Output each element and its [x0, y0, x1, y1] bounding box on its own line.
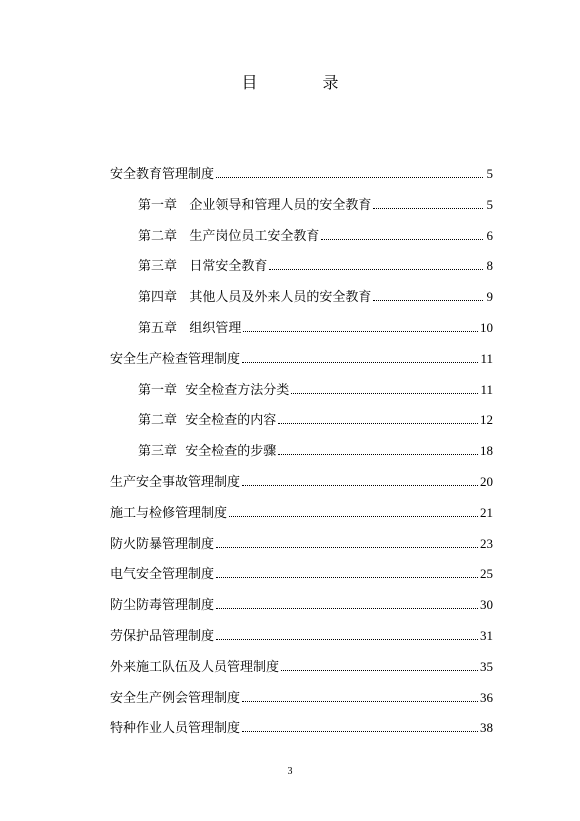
- toc-entry[interactable]: [110, 564, 493, 584]
- toc-entry[interactable]: [138, 318, 493, 338]
- toc-leader-dots: [373, 207, 483, 209]
- toc-leader-dots: [216, 607, 478, 609]
- toc-leader-dots: [243, 330, 478, 332]
- toc-entry-page: 18: [480, 443, 493, 459]
- toc-entry-page: 35: [480, 658, 493, 674]
- toc-leader-dots: [321, 238, 483, 240]
- toc-entry-page: 12: [480, 412, 493, 428]
- toc-entry[interactable]: [110, 657, 493, 677]
- toc-entry[interactable]: [110, 349, 493, 369]
- toc-entry-page: 8: [486, 258, 493, 274]
- toc-entry-page: 21: [480, 504, 493, 520]
- toc-entry-title: 防尘防毒管理制度: [110, 598, 215, 614]
- toc-leader-dots: [216, 576, 478, 578]
- toc-entry[interactable]: [110, 472, 493, 492]
- toc-leader-dots: [291, 392, 478, 394]
- toc-entry-title: 特种作业人员管理制度: [110, 721, 241, 737]
- toc-leader-dots: [278, 453, 478, 455]
- toc-entry-page: 30: [480, 597, 493, 613]
- toc-entry[interactable]: [138, 380, 493, 400]
- toc-entry-title: 安全教育管理制度: [110, 167, 215, 182]
- toc-entry[interactable]: [110, 688, 493, 708]
- toc-entry[interactable]: [110, 718, 493, 738]
- toc-entry-title: 第二章 生产岗位员工安全教育: [138, 228, 320, 244]
- toc-entry-title: 电气安全管理制度: [110, 567, 215, 583]
- toc-leader-dots: [269, 268, 483, 270]
- toc-entry-title: 生产安全事故管理制度: [110, 475, 241, 490]
- toc-leader-dots: [278, 422, 478, 424]
- toc-entry-page: 11: [480, 381, 493, 397]
- toc-entry-page: 5: [486, 166, 493, 181]
- toc-entry-page: 9: [486, 289, 493, 305]
- toc-entry-page: 31: [480, 628, 493, 643]
- toc-entry-page: 25: [480, 566, 493, 582]
- toc-entry[interactable]: [110, 595, 493, 615]
- toc-entry[interactable]: [110, 626, 493, 646]
- toc-entry[interactable]: [110, 503, 493, 523]
- toc-entry[interactable]: [110, 534, 493, 554]
- toc-entry-title: 第三章 日常安全教育: [138, 259, 268, 275]
- toc-entry-title: 第四章 其他人员及外来人员的安全教育: [138, 290, 372, 306]
- toc-entry-page: 10: [480, 320, 493, 335]
- toc-entry-page: 20: [480, 474, 493, 489]
- toc-entry[interactable]: [138, 410, 493, 430]
- page-number: 3: [287, 766, 293, 777]
- toc-entry[interactable]: [138, 287, 493, 307]
- toc-entry-title: 安全生产检查管理制度: [110, 351, 241, 367]
- toc-leader-dots: [373, 299, 483, 301]
- toc-leader-dots: [229, 515, 478, 517]
- toc-entry-title: 劳保护品管理制度: [110, 629, 215, 644]
- toc-entry-page: 6: [486, 227, 493, 243]
- toc-entry-page: 11: [480, 350, 493, 366]
- toc-entry-title: 第一章 企业领导和管理人员的安全教育: [138, 197, 372, 213]
- toc-entry-title: 第三章 安全检查的步骤: [138, 444, 277, 460]
- toc-entry-title: 第二章 安全检查的内容: [138, 413, 277, 429]
- toc-leader-dots: [281, 669, 478, 671]
- toc-entry-page: 23: [480, 535, 493, 551]
- toc-entry-page: 38: [480, 720, 493, 736]
- toc-entry-title: 防火防暴管理制度: [110, 536, 215, 552]
- toc-entry-title: 施工与检修管理制度: [110, 505, 228, 521]
- toc-entry[interactable]: [138, 226, 493, 246]
- toc-entry[interactable]: [138, 195, 493, 215]
- toc-leader-dots: [242, 484, 478, 486]
- toc-leader-dots: [242, 700, 478, 702]
- toc-entry[interactable]: [138, 256, 493, 276]
- toc-leader-dots: [216, 546, 478, 548]
- toc-entry-page: 36: [480, 689, 493, 705]
- toc-entry-title: 第一章 安全检查方法分类: [138, 382, 290, 398]
- toc-entry-title: 外来施工队伍及人员管理制度: [110, 659, 280, 675]
- toc-title: 目 录: [241, 73, 369, 92]
- toc-leader-dots: [216, 638, 478, 640]
- toc-entry[interactable]: [138, 441, 493, 461]
- toc-leader-dots: [216, 176, 483, 178]
- toc-entry-title: 安全生产例会管理制度: [110, 690, 241, 706]
- toc-entry-title: 第五章 组织管理: [138, 321, 242, 336]
- toc-leader-dots: [242, 730, 478, 732]
- toc-entry-page: 5: [486, 196, 493, 212]
- toc-entry[interactable]: [110, 164, 493, 184]
- toc-leader-dots: [242, 361, 478, 363]
